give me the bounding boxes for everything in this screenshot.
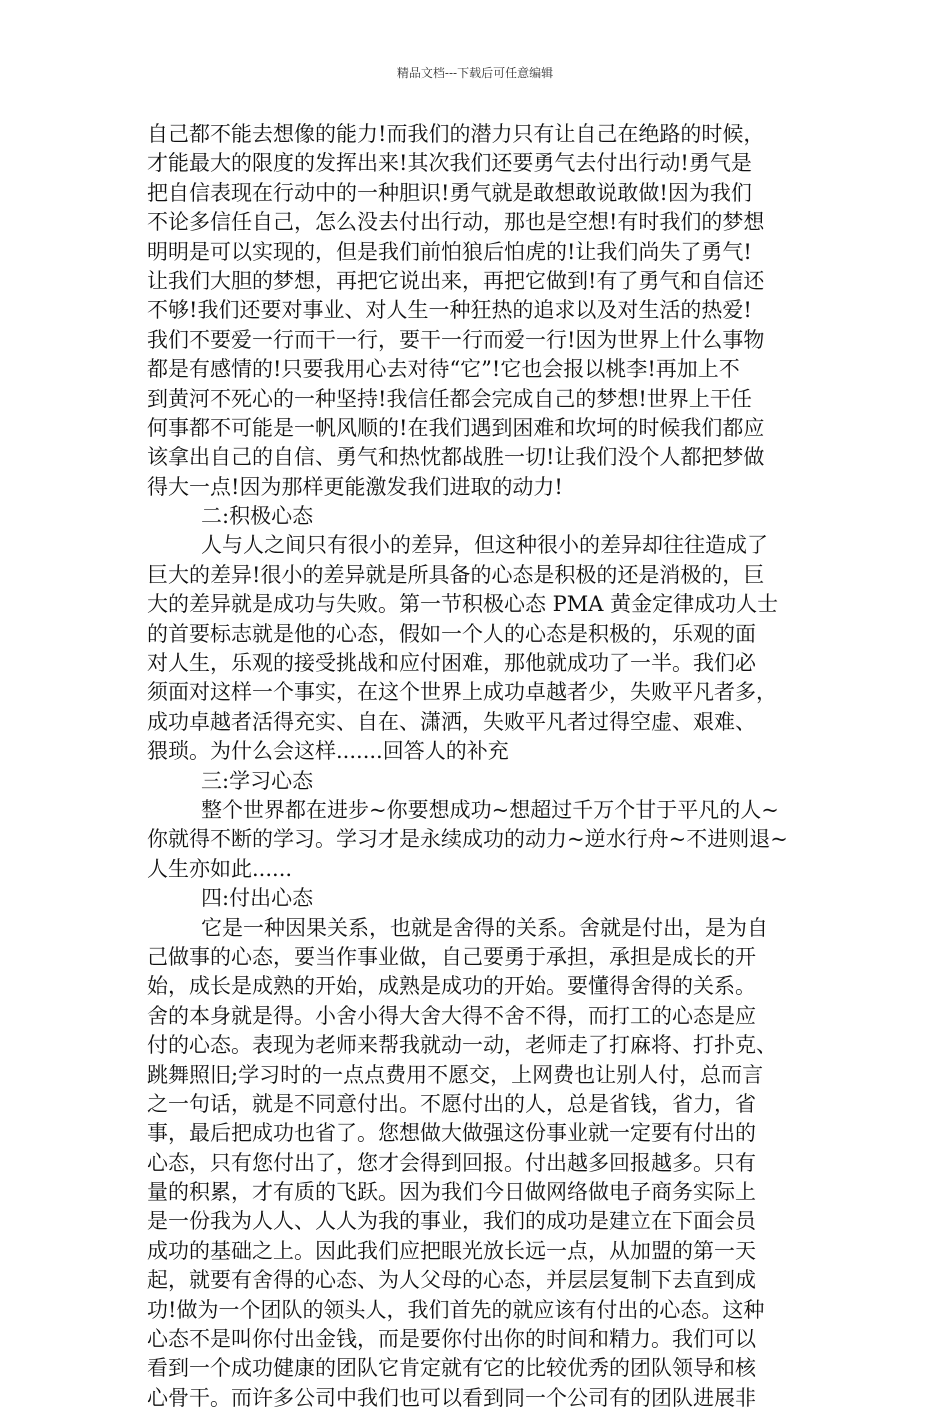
text-line: 心态不是叫你付出金钱，而是要你付出你的时间和精力。我们可以 [147,1327,756,1352]
text-line: 是一份我为人人、人人为我的事业，我们的成功是建立在下面会员 [147,1209,756,1234]
text-line: 功!做为一个团队的领头人，我们首先的就应该有付出的心态。这种 [147,1297,765,1322]
text-line: 我们不要爱一行而干一行，要干一行而爱一行!因为世界上什么事物 [147,327,765,352]
text-line: 始，成长是成熟的开始，成熟是成功的开始。要懂得舍得的关系。 [147,974,756,999]
section-heading: 四:付出心态 [201,886,314,911]
text-line: 得大一点!因为那样更能激发我们进取的动力! [147,474,563,499]
text-line: 猥琐。为什么会这样.......回答人的补充 [147,739,509,764]
text-line: 人生亦如此...... [147,856,293,881]
text-line: 不够!我们还要对事业、对人生一种狂热的追求以及对生活的热爱! [147,298,752,323]
text-line: 自己都不能去想像的能力!而我们的潜力只有让自己在绝路的时候， [147,122,765,146]
page-header: 精品文档---下载后可任意编辑 [396,66,554,80]
text-line: 整个世界都在进步~你要想成功~想超过千万个甘于平凡的人~ [201,797,779,822]
text-line: 成功的基础之上。因此我们应把眼光放长远一点，从加盟的第一天 [147,1238,756,1263]
text-line: 它是一种因果关系，也就是舍得的关系。舍就是付出，是为自 [201,915,768,940]
section-heading: 三:学习心态 [201,768,314,793]
text-line: 成功卓越者活得充实、自在、潇洒，失败平凡者过得空虚、艰难、 [147,709,756,734]
text-line: 大的差异就是成功与失败。第一节积极心态 PMA 黄金定律成功人士 [147,592,779,617]
text-line: 舍的本身就是得。小舍小得大舍大得不舍不得，而打工的心态是应 [147,1003,756,1028]
text-line: 己做事的心态，要当作事业做，自己要勇于承担，承担是成长的开 [147,944,756,969]
text-line: 对人生，乐观的接受挑战和应付困难，那他就成功了一半。我们必 [147,651,756,676]
section-heading: 二:积极心态 [201,504,314,529]
text-line: 何事都不可能是一帆风顺的!在我们遇到困难和坎坷的时候我们都应 [147,415,765,440]
text-line: 把自信表现在行动中的一种胆识!勇气就是敢想敢说敢做!因为我们 [147,180,752,205]
text-line: 心态，只有您付出了，您才会得到回报。付出越多回报越多。只有 [147,1150,756,1175]
text-line: 人与人之间只有很小的差异，但这种很小的差异却往往造成了 [201,533,768,558]
text-line: 的首要标志就是他的心态，假如一个人的心态是积极的，乐观的面 [147,621,756,646]
text-line: 心骨干。而许多公司中我们也可以看到同一个公司有的团队进展非 [147,1385,756,1410]
text-line: 起，就要有舍得的心态、为人父母的心态，并层层复制下去直到成 [147,1268,756,1293]
text-line: 事，最后把成功也省了。您想做大做强这份事业就一定要有付出的 [147,1121,756,1146]
text-line: 量的积累，才有质的飞跃。因为我们今日做网络做电子商务实际上 [147,1180,756,1205]
document-body [147,120,837,1413]
text-line: 才能最大的限度的发挥出来!其次我们还要勇气去付出行动!勇气是 [147,151,752,176]
text-line: 跳舞照旧;学习时的一点点费用不愿交，上网费也让别人付，总而言 [147,1062,764,1087]
text-line: 该拿出自己的自信、勇气和热忱都战胜一切!让我们没个人都把梦做 [147,445,765,470]
text-line: 须面对这样一个事实，在这个世界上成功卓越者少，失败平凡者多， [147,680,777,705]
text-line: 你就得不断的学习。学习才是永续成功的动力~逆水行舟~不进则退~ [147,827,788,852]
text-line: 让我们大胆的梦想，再把它说出来，再把它做到!有了勇气和自信还 [147,268,765,293]
text-line: 看到一个成功健康的团队它肯定就有它的比较优秀的团队领导和核 [147,1356,756,1381]
text-line: 明明是可以实现的，但是我们前怕狼后怕虎的!让我们尚失了勇气! [147,239,752,264]
text-line: 付的心态。表现为老师来帮我就动一动，老师走了打麻将、打扑克、 [147,1033,777,1058]
text-line: 都是有感情的!只要我用心去对待“它”!它也会报以桃李!再加上不 [147,357,740,382]
text-line: 之一句话，就是不同意付出。不愿付出的人，总是省钱，省力，省 [147,1091,756,1116]
text-line: 不论多信任自己，怎么没去付出行动，那也是空想!有时我们的梦想 [147,210,765,235]
text-line: 巨大的差异!很小的差异就是所具备的心态是积极的还是消极的，巨 [147,562,765,587]
text-line: 到黄河不死心的一种坚持!我信任都会完成自己的梦想!世界上干任 [147,386,752,411]
